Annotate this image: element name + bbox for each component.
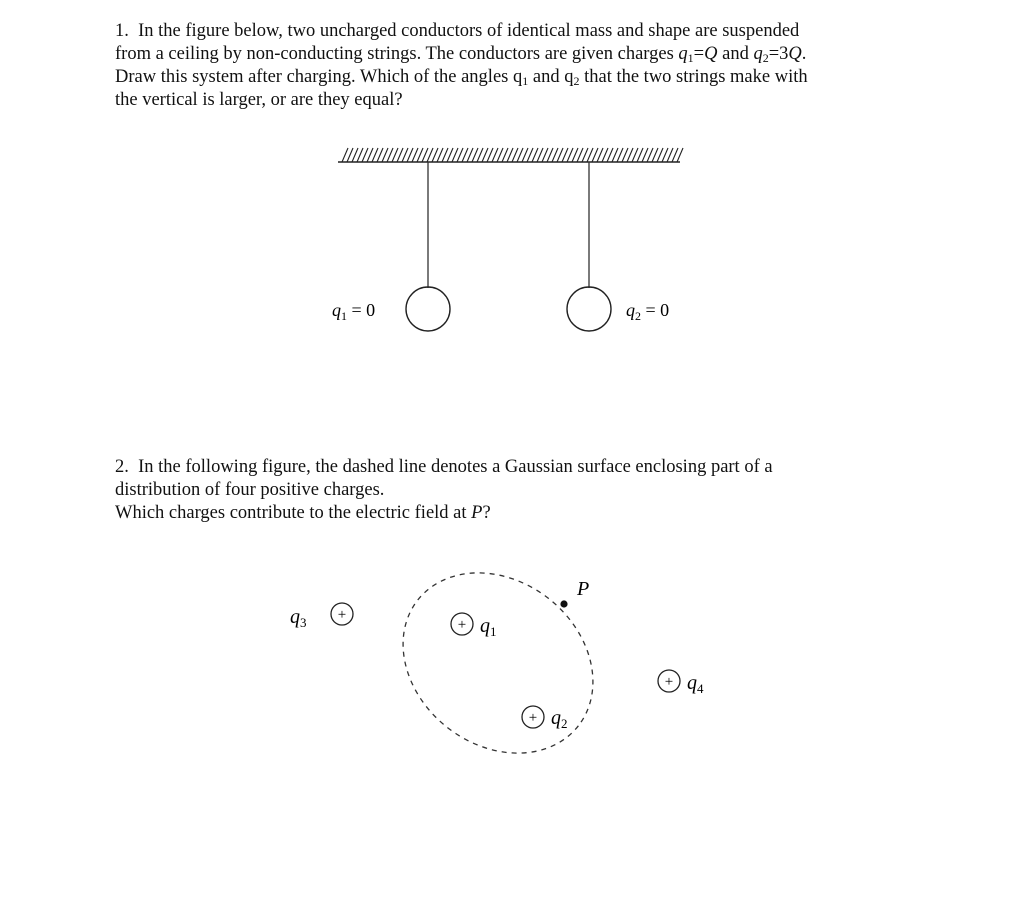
q2-line-3: [115, 502, 905, 525]
right-label-symbol: q: [626, 300, 635, 320]
question-1-text: [115, 20, 905, 112]
angle-1-subscript: 1: [522, 74, 529, 88]
q1-line-1: [115, 20, 905, 43]
figure-1-hanging-conductors: [308, 136, 708, 346]
q1-line-3-text-c: that the two strings make with: [579, 67, 808, 87]
q1-equals: =: [693, 44, 705, 64]
q1-value: Q: [704, 44, 718, 64]
q2-question-mark: ?: [482, 503, 491, 523]
figure-2-gaussian-surface: [270, 555, 740, 780]
right-label-value: = 0: [641, 300, 670, 320]
point-p-dot: [560, 600, 567, 607]
left-label-symbol: q: [332, 300, 341, 320]
charge-q1-plus: +: [457, 617, 467, 633]
charge-q4-plus: +: [664, 674, 674, 690]
fig2-q2-subscript: 2: [561, 716, 568, 731]
figure-2-background: [270, 555, 740, 780]
q2-line-1: [115, 456, 905, 479]
q2-subscript: 2: [762, 51, 769, 65]
q1-line-2: [115, 43, 905, 66]
question-2-text: [115, 456, 905, 525]
q1-symbol: q: [678, 44, 688, 64]
fig2-q2-symbol: q: [551, 707, 561, 729]
charge-q2-plus: +: [528, 710, 538, 726]
right-charge-label: [626, 300, 669, 323]
q2-line-3-text: Which charges contribute to the electric field at: [115, 503, 472, 523]
q4-subscript: 4: [697, 681, 704, 696]
question-2-number: 2.: [115, 457, 129, 477]
q2-value: Q: [788, 44, 802, 64]
q1-and: and: [717, 44, 754, 64]
q2-line-1-text: In the following figure, the dashed line denotes a Gaussian surface enclosing part of a: [138, 457, 773, 477]
q1-subscript: 1: [687, 51, 694, 65]
right-label-subscript: 2: [635, 309, 641, 323]
q2-line-2: distribution of four positive charges.: [115, 480, 385, 500]
left-label-value: = 0: [347, 300, 376, 320]
left-charge-label: [332, 300, 375, 323]
q1-line-1-text: In the figure below, two uncharged conductors of identical mass and shape are suspended: [138, 21, 800, 41]
fig2-q1-subscript: 1: [490, 624, 497, 639]
q1-line-4: the vertical is larger, or are they equal?: [115, 90, 403, 110]
fig2-q1-symbol: q: [480, 615, 490, 637]
q1-line-2-text: from a ceiling by non-conducting strings. The conductors are given charges: [115, 44, 679, 64]
angle-2-subscript: 2: [573, 74, 580, 88]
q2-equals: =3: [768, 44, 789, 64]
q1-line-3-text-b: and q: [528, 67, 574, 87]
q4-symbol: q: [687, 672, 697, 694]
charge-q3-plus: +: [337, 607, 347, 623]
q2-symbol: q: [753, 44, 763, 64]
q1-line-3-text-a: Draw this system after charging. Which of the angles q: [115, 67, 523, 87]
q2-point-p: P: [471, 503, 483, 523]
point-p-label: P: [577, 578, 590, 600]
q3-subscript: 3: [300, 615, 307, 630]
q1-line-3: [115, 66, 905, 89]
q3-symbol: q: [290, 606, 300, 628]
question-1-number: 1.: [115, 21, 129, 41]
q1-line-2-end: .: [801, 44, 807, 64]
left-label-subscript: 1: [341, 309, 347, 323]
